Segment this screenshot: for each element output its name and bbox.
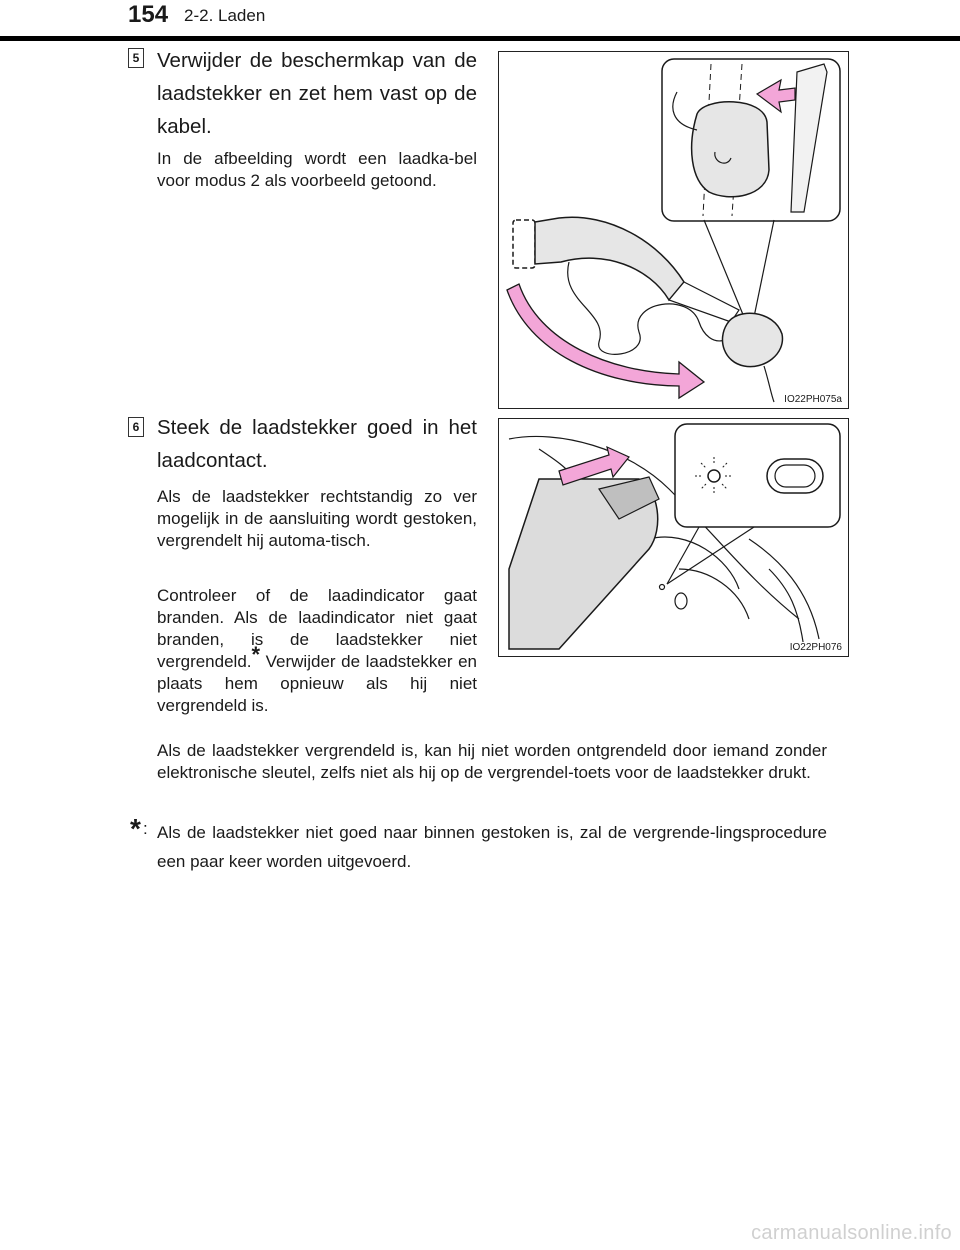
step-5-note: In de afbeelding wordt een laadka-bel voor modus 2 als voorbeeld getoond.	[157, 149, 477, 190]
page-header	[0, 0, 960, 40]
footnote-mark: *	[130, 813, 141, 844]
step-6-note-2-part-2: Verwijder de laadstekker en plaats hem opnieuw als hij niet vergrendeld is.	[157, 652, 477, 715]
footnote-colon: :	[143, 819, 148, 838]
step-6-note-2-part-1: Controleer of de laadindicator gaat branden. Als de laadindicator niet gaat branden, is de laadstekker niet vergrendeld.	[157, 586, 477, 671]
plug-cap-illustration	[499, 52, 848, 408]
step-number-6: 6	[128, 417, 144, 437]
step-6-note-3: Als de laadstekker vergrendeld is, kan hij niet worden ontgrendeld door iemand zonder elektronische sleutel, zelfs niet als hij op de vergrendel-toets voor de laadstekker drukt.	[157, 741, 827, 782]
section-title: 2-2. Laden	[184, 6, 266, 25]
step-5-heading: Verwijder de beschermkap van de laadstekker en zet hem vast op de kabel.	[157, 49, 477, 138]
footnote-text: Als de laadstekker niet goed naar binnen gestoken is, zal de vergrende-lingsprocedure een paar keer worden uitgevoerd.	[157, 823, 827, 871]
site-watermark: carmanualsonline.info	[751, 1222, 952, 1244]
figure-code-2: IO22PH076	[789, 642, 842, 653]
page-number: 154	[128, 1, 169, 28]
header-rule	[0, 36, 960, 41]
figure-insert-plug	[498, 418, 849, 657]
step-6-heading: Steek de laadstekker goed in het laadcontact.	[157, 416, 477, 472]
footnote-reference: *	[251, 642, 261, 667]
figure-remove-protective-cap	[498, 51, 849, 409]
plug-insert-illustration	[499, 419, 848, 656]
step-6-note-2	[157, 585, 477, 717]
step-6-note-1: Als de laadstekker rechtstandig zo ver mogelijk in de aansluiting wordt gestoken, vergrendelt hij automa-tisch.	[157, 487, 477, 550]
figure-code-1: IO22PH075a	[784, 394, 842, 405]
step-number-5: 5	[128, 48, 144, 68]
